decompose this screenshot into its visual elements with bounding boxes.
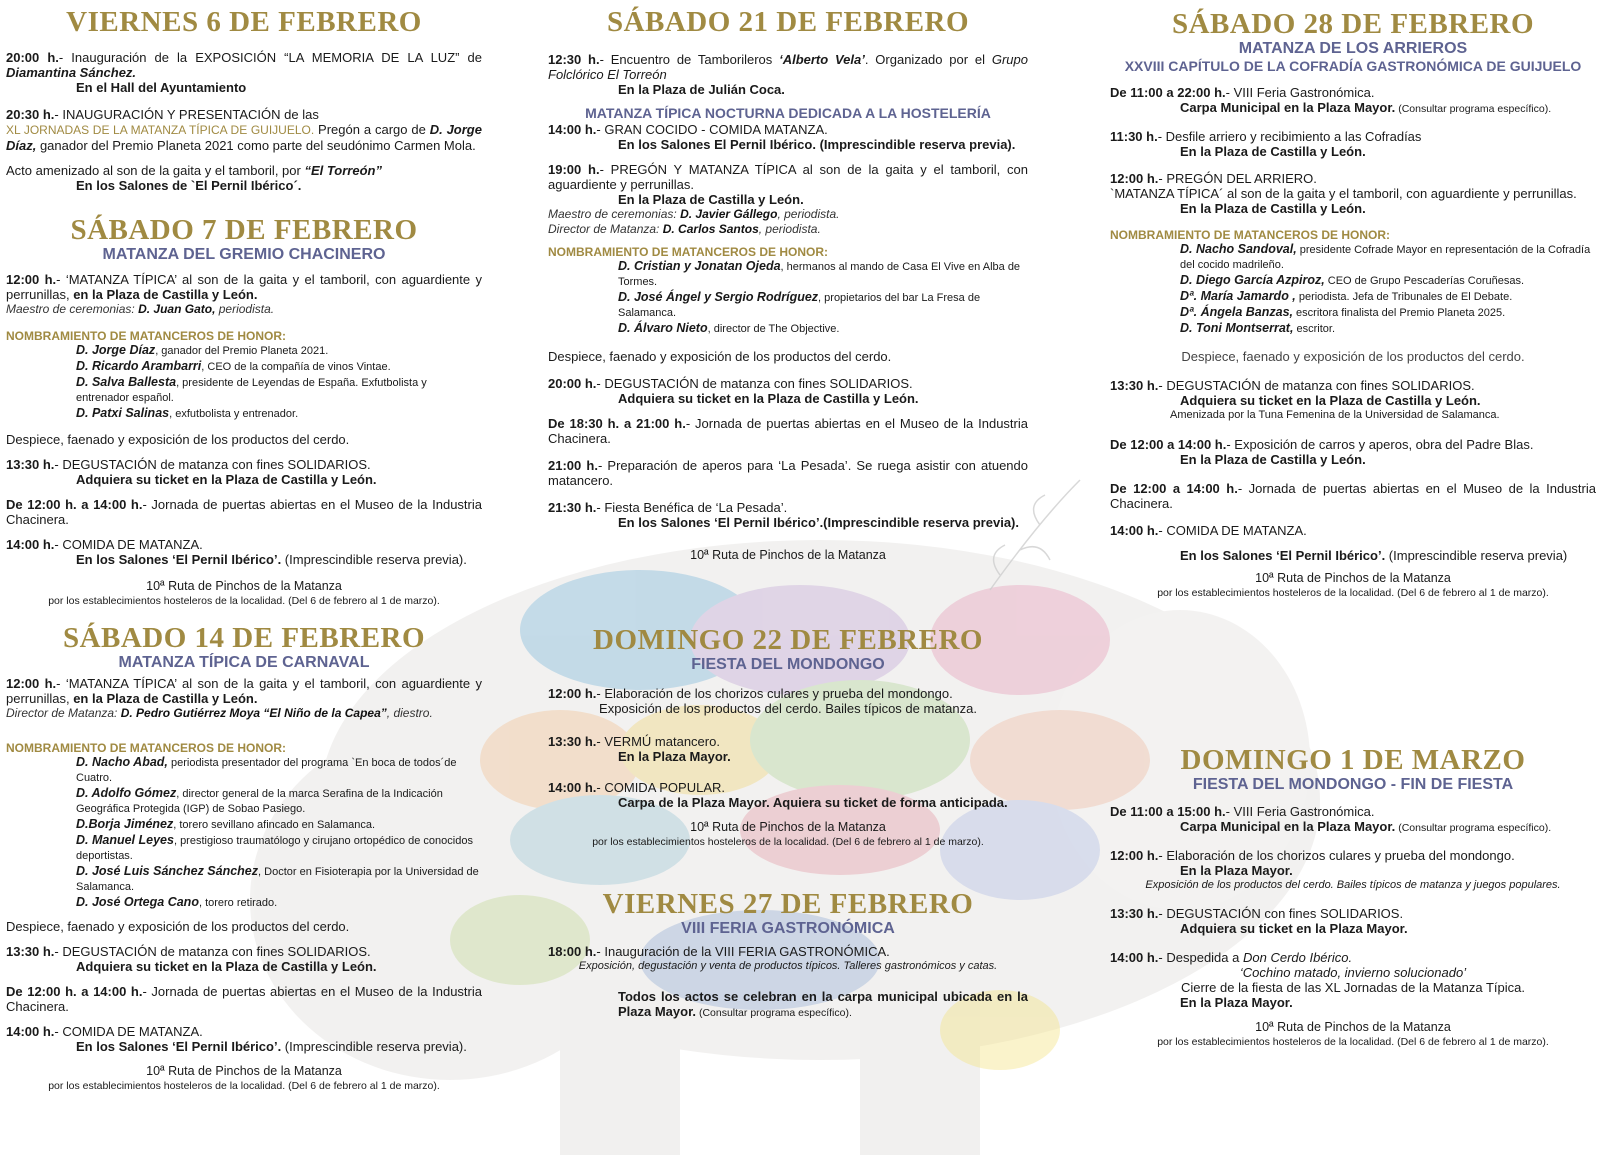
honor-heading: NOMBRAMIENTO DE MATANCEROS DE HONOR: bbox=[548, 245, 828, 259]
honor-name: D. Manuel Leyes bbox=[76, 833, 174, 847]
honor-name: Dª. Ángela Banzas, bbox=[1180, 305, 1293, 319]
honor-name: D. Nacho Sandoval, bbox=[1180, 242, 1297, 256]
ruta-pinchos: 10ª Ruta de Pinchos de la Matanza por los establecimientos hosteleros de la localidad. (Del 6 de febrero al 1 de marzo). bbox=[1157, 571, 1549, 599]
honor-role: , torero sevillano afincado en Salamanca. bbox=[173, 819, 376, 831]
honor-list bbox=[6, 755, 482, 911]
honor-role: , hermanos al mando de Casa El Vive en Alba de Tormes. bbox=[618, 261, 1021, 288]
day-subtitle: FIESTA DEL MONDONGO bbox=[691, 656, 885, 673]
honor-item bbox=[6, 895, 482, 911]
section-sabado-28: SÁBADO 28 DE FEBRERO MATANZA DE LOS ARRIEROS XXVIII CAPÍTULO DE LA COFRADÍA GASTRONÓMICA DE GUIJUELO De 11:00 a 22:00 h.- VIII Feria Gastronómica. Carpa Municipal en la Plaza Mayor. (Consultar programa específico). 11:30 h.- Desfile arriero y recibimiento a las Cofradías En la Plaza de Castilla y León. 12:00 h.- PREGÓN DEL ARRIERO. `MATANZA TÍPICA´ al son de la gaita y el tamboril, con aguardiente y perrunillas. En la Plaza de Castilla y León. NOMBRAMIENTO DE MATANCEROS DE HONOR: D. Nacho Sandoval, presidente Cofrade Mayor en representación de la Cofradía del cocido madrileño. D. Diego García Azpiroz, CEO de Grupo Pescaderías Coruñesas. Dª. María Jamardo , periodista. Jefa de Tribunales de El Debate. Dª. Ángela Banzas, escritora finalista del Premio Planeta 2025. D. Toni Montserrat, escritor. Despiece, faenado y exposición de los productos del cerdo. 13:30 h.- DEGUSTACIÓN de matanza con fines SOLIDARIOS. Adquiera su ticket en la Plaza de Castilla y León. Amenizada por la Tuna Femenina de la Universidad de Salamanca. De 12:00 a 14:00 h.- Exposición de carros y aperos, obra del Padre Blas. En la Plaza de Castilla y León. De 12:00 a 14:00 h.- Jornada de puertas abiertas en el Museo de la Industria Chacinera. 14:00 h.- COMIDA DE MATANZA. En los Salones ‘El Pernil Ibérico’. (Imprescindible reserva previa) 10ª Ruta de Pinchos de la Matanza por los establecimientos hosteleros de la localidad. (Del 6 de febrero al 1 de marzo). bbox=[1110, 8, 1596, 599]
honor-name: D. Jorge Díaz bbox=[76, 343, 156, 357]
honor-name: D. Salva Ballesta bbox=[76, 375, 177, 389]
honor-name: D. Cristian y Jonatan Ojeda bbox=[618, 259, 781, 273]
honor-role: escritora finalista del Premio Planeta 2025. bbox=[1293, 307, 1506, 319]
honor-name: D. Diego García Azpiroz, bbox=[1180, 273, 1325, 287]
honor-role: , director de The Objective. bbox=[707, 323, 840, 335]
honor-role: periodista presentador del programa `En boca de todos´de Cuatro. bbox=[76, 757, 457, 784]
section-sabado-21: SÁBADO 21 DE FEBRERO 12:30 h.- Encuentro de Tamborileros ‘Alberto Vela’. Organizado por el Grupo Folclórico El Torreón En la Plaza de Julián Coca. MATANZA TÍPICA NOCTURNA DEDICADA A LA HOSTELERÍA 14:00 h.- GRAN COCIDO - COMIDA MATANZA. En los Salones El Pernil Ibérico. (Imprescindible reserva previa). 19:00 h.- PREGÓN Y MATANZA TÍPICA al son de la gaita y el tamboril, con aguardiente y perrunillas. En la Plaza de Castilla y León. Maestro de ceremonias: D. Javier Gállego, periodista. Director de Matanza: D. Carlos Santos, periodista. NOMBRAMIENTO DE MATANCEROS DE HONOR: D. Cristian y Jonatan Ojeda, hermanos al mando de Casa El Vive en Alba de Tormes. D. José Ángel y Sergio Rodríguez, propietarios del bar La Fresa de Salamanca. D. Álvaro Nieto, director de The Objective. Despiece, faenado y exposición de los productos del cerdo. 20:00 h.- DEGUSTACIÓN de matanza con fines SOLIDARIOS. Adquiera su ticket en la Plaza de Castilla y León. De 18:30 h. a 21:00 h.- Jornada de puertas abiertas en el Museo de la Industria Chacinera. 21:00 h.- Preparación de aperos para ‘La Pesada’. Se ruega asistir con atuendo matancero. 21:30 h.- Fiesta Benéfica de ‘La Pesada’. En los Salones ‘El Pernil Ibérico’.(Imprescindible reserva previa). 10ª Ruta de Pinchos de la Matanza bbox=[548, 6, 1028, 562]
ruta-pinchos: 10ª Ruta de Pinchos de la Matanza por los establecimientos hosteleros de la localidad. (Del 6 de febrero al 1 de marzo). bbox=[592, 820, 984, 848]
honor-role: , Doctor en Fisioterapia por la Universidad de Salamanca. bbox=[76, 866, 479, 893]
event-place: En el Hall del Ayuntamiento bbox=[76, 80, 247, 95]
day-heading: SÁBADO 28 DE FEBRERO bbox=[1171, 8, 1535, 40]
ruta-pinchos: 10ª Ruta de Pinchos de la Matanza por los establecimientos hosteleros de la localidad. (Del 6 de febrero al 1 de marzo). bbox=[48, 579, 440, 607]
honor-name: D. José Ortega Cano bbox=[76, 895, 199, 909]
honor-item bbox=[6, 786, 482, 817]
honor-role: periodista. Jefa de Tribunales de El Debate. bbox=[1295, 291, 1513, 303]
honor-list bbox=[1110, 242, 1596, 337]
honor-name: Dª. María Jamardo , bbox=[1180, 289, 1296, 303]
honor-list bbox=[6, 343, 482, 422]
section-sabado-14: SÁBADO 14 DE FEBRERO MATANZA TÍPICA DE CARNAVAL 12:00 h.- ‘MATANZA TÍPICA’ al son de la gaita y el tamboril, con aguardiente y perrunillas, en la Plaza de Castilla y León. Director de Matanza: D. Pedro Gutiérrez Moya “El Niño de la Capea”, diestro. NOMBRAMIENTO DE MATANCEROS DE HONOR: D. Nacho Abad, periodista presentador del programa `En boca de todos´de Cuatro. D. Adolfo Gómez, director general de la marca Serafina de la Indicación Geográfica Protegida (IGP) de Sobao Pasiego. D.Borja Jiménez, torero sevillano afincado en Salamanca. D. Manuel Leyes, prestigioso traumatólogo y cirujano ortopédico de conocidos deportistas. D. José Luis Sánchez Sánchez, Doctor en Fisioterapia por la Universidad de Salamanca. D. José Ortega Cano, torero retirado. Despiece, faenado y exposición de los productos del cerdo. 13:30 h.- DEGUSTACIÓN de matanza con fines SOLIDARIOS. Adquiera su ticket en la Plaza de Castilla y León. De 12:00 h. a 14:00 h.- Jornada de puertas abiertas en el Museo de la Industria Chacinera. 14:00 h.- COMIDA DE MATANZA. En los Salones ‘El Pernil Ibérico’. (Imprescindible reserva previa). 10ª Ruta de Pinchos de la Matanza por los establecimientos hosteleros de la localidad. (Del 6 de febrero al 1 de marzo). bbox=[6, 622, 482, 1092]
day-subtitle: MATANZA TÍPICA NOCTURNA DEDICADA A LA HOSTELERÍA bbox=[585, 105, 991, 121]
ruta-pinchos: 10ª Ruta de Pinchos de la Matanza por los establecimientos hosteleros de la localidad. (Del 6 de febrero al 1 de marzo). bbox=[1157, 1020, 1549, 1048]
honor-item bbox=[6, 359, 482, 375]
day-heading: SÁBADO 7 DE FEBRERO bbox=[70, 214, 418, 246]
honor-role: , prestigioso traumatólogo y cirujano ortopédico de conocidos deportistas. bbox=[76, 835, 473, 862]
honor-name: D. Patxi Salinas bbox=[76, 406, 170, 420]
section-viernes-6: VIERNES 6 DE FEBRERO 20:00 h.- Inauguración de la EXPOSICIÓN “LA MEMORIA DE LA LUZ” de Diamantina Sánchez. En el Hall del Ayuntamiento 20:30 h.- INAUGURACIÓN Y PRESENTACIÓN de las XL JORNADAS DE LA MATANZA TÍPICA DE GUIJUELO. Pregón a cargo de D. Jorge Díaz, ganador del Premio Planeta 2021 como parte del seudónimo Carmen Mola. Acto amenizado al son de la gaita y el tamboril, por “El Torreón” En los Salones de `El Pernil Ibérico´. bbox=[6, 6, 482, 193]
day-heading: SÁBADO 14 DE FEBRERO bbox=[62, 622, 426, 654]
honor-item bbox=[6, 864, 482, 895]
honor-item bbox=[6, 755, 482, 786]
honor-name: D. José Luis Sánchez Sánchez bbox=[76, 864, 259, 878]
honor-role: , ganador del Premio Planeta 2021. bbox=[155, 345, 329, 357]
honor-name: D. Álvaro Nieto bbox=[618, 321, 708, 335]
day-heading: DOMINGO 22 DE FEBRERO bbox=[593, 624, 983, 656]
honor-role: CEO de Grupo Pescaderías Coruñesas. bbox=[1324, 275, 1525, 287]
honor-name: D. Ricardo Arambarri bbox=[76, 359, 202, 373]
honor-role: , presidente de Leyendas de España. Exfutbolista y entrenador español. bbox=[76, 377, 427, 404]
day-heading: DOMINGO 1 DE MARZO bbox=[1180, 744, 1526, 776]
day-subtitle-2: XXVIII CAPÍTULO DE LA COFRADÍA GASTRONÓMICA DE GUIJUELO bbox=[1124, 58, 1582, 74]
day-subtitle: FIESTA DEL MONDONGO - FIN DE FIESTA bbox=[1192, 776, 1514, 793]
honor-name: D. Toni Montserrat, bbox=[1180, 321, 1294, 335]
ruta-pinchos: 10ª Ruta de Pinchos de la Matanza por los establecimientos hosteleros de la localidad. (Del 6 de febrero al 1 de marzo). bbox=[48, 1064, 440, 1092]
day-subtitle: VIII FERIA GASTRONÓMICA bbox=[681, 920, 895, 937]
honor-item bbox=[6, 343, 482, 359]
honor-role: , CEO de la compañía de vinos Vintae. bbox=[201, 361, 391, 373]
honor-name: D.Borja Jiménez bbox=[76, 817, 174, 831]
day-subtitle: MATANZA DEL GREMIO CHACINERO bbox=[102, 246, 386, 263]
event-time: 20:30 h. bbox=[6, 107, 55, 122]
day-heading: VIERNES 6 DE FEBRERO bbox=[66, 6, 422, 38]
honor-name: D. José Ángel y Sergio Rodríguez bbox=[618, 290, 819, 304]
honor-item bbox=[1110, 321, 1596, 337]
honor-role: presidente Cofrade Mayor en representación de la Cofradía del cocido madrileño. bbox=[1180, 244, 1591, 271]
honor-item bbox=[548, 290, 1028, 321]
honor-item bbox=[6, 406, 482, 422]
honor-name: D. Nacho Abad, bbox=[76, 755, 168, 769]
day-heading: SÁBADO 21 DE FEBRERO bbox=[606, 6, 970, 38]
honor-item bbox=[1110, 242, 1596, 273]
honor-item bbox=[1110, 289, 1596, 305]
honor-name: D. Adolfo Gómez bbox=[76, 786, 177, 800]
honor-role: , director general de la marca Serafina de la Indicación Geográfica Protegida (IGP) de Sobao Pasiego. bbox=[76, 788, 443, 815]
honor-role: , torero retirado. bbox=[198, 897, 278, 909]
honor-heading: NOMBRAMIENTO DE MATANCEROS DE HONOR: bbox=[6, 329, 286, 343]
honor-item bbox=[548, 321, 1028, 337]
honor-role: , exfutbolista y entrenador. bbox=[169, 408, 299, 420]
day-subtitle: MATANZA TÍPICA DE CARNAVAL bbox=[118, 654, 370, 671]
honor-list bbox=[548, 259, 1028, 337]
section-domingo-22: DOMINGO 22 DE FEBRERO FIESTA DEL MONDONGO 12:00 h.- Elaboración de los chorizos culares y prueba del mondongo. Exposición de los productos del cerdo. Bailes típicos de matanza. 13:30 h.- VERMÚ matancero. En la Plaza Mayor. 14:00 h.- COMIDA POPULAR. Carpa de la Plaza Mayor. Aquiera su ticket de forma anticipada. 10ª Ruta de Pinchos de la Matanza por los establecimientos hosteleros de la localidad. (Del 6 de febrero al 1 de marzo). bbox=[548, 624, 1028, 850]
honor-role: , propietarios del bar La Fresa de Salamanca. bbox=[618, 292, 981, 319]
ruta-pinchos: 10ª Ruta de Pinchos de la Matanza bbox=[690, 548, 886, 562]
section-domingo-1: DOMINGO 1 DE MARZO FIESTA DEL MONDONGO - FIN DE FIESTA De 11:00 a 15:00 h.- VIII Feria Gastronómica. Carpa Municipal en la Plaza Mayor. (Consultar programa específico). 12:00 h.- Elaboración de los chorizos culares y prueba del mondongo. En la Plaza Mayor. Exposición de los productos del cerdo. Bailes típicos de matanza y juegos populares. 13:30 h.- DEGUSTACIÓN con fines SOLIDARIOS. Adquiera su ticket en la Plaza Mayor. 14:00 h.- Despedida a Don Cerdo Ibérico. ‘Cochino matado, invierno solucionado’ Cierre de la fiesta de las XL Jornadas de la Matanza Típica. En la Plaza Mayor. 10ª Ruta de Pinchos de la Matanza por los establecimientos hosteleros de la localidad. (Del 6 de febrero al 1 de marzo). bbox=[1110, 744, 1596, 1050]
section-viernes-27: VIERNES 27 DE FEBRERO VIII FERIA GASTRONÓMICA 18:00 h.- Inauguración de la VIII FERIA GASTRONÓMICA. Exposición, degustación y venta de productos típicos. Talleres gastronómicos y catas. Todos los actos se celebran en la carpa municipal ubicada en la Plaza Mayor. (Consultar programa específico). bbox=[548, 888, 1028, 1019]
honor-item bbox=[6, 375, 482, 406]
section-sabado-7: SÁBADO 7 DE FEBRERO MATANZA DEL GREMIO CHACINERO 12:00 h.- ‘MATANZA TÍPICA’ al son de la gaita y el tamboril, con aguardiente y perrunillas, en la Plaza de Castilla y León. Maestro de ceremonias: D. Juan Gato, periodista. NOMBRAMIENTO DE MATANCEROS DE HONOR: D. Jorge Díaz, ganador del Premio Planeta 2021. D. Ricardo Arambarri, CEO de la compañía de vinos Vintae. D. Salva Ballesta, presidente de Leyendas de España. Exfutbolista y entrenador español. D. Patxi Salinas, exfutbolista y entrenador. Despiece, faenado y exposición de los productos del cerdo. 13:30 h.- DEGUSTACIÓN de matanza con fines SOLIDARIOS. Adquiera su ticket en la Plaza de Castilla y León. De 12:00 h. a 14:00 h.- Jornada de puertas abiertas en el Museo de la Industria Chacinera. 14:00 h.- COMIDA DE MATANZA. En los Salones ‘El Pernil Ibérico’. (Imprescindible reserva previa). 10ª Ruta de Pinchos de la Matanza por los establecimientos hosteleros de la localidad. (Del 6 de febrero al 1 de marzo). bbox=[6, 214, 482, 607]
honor-item bbox=[548, 259, 1028, 290]
honor-item bbox=[6, 817, 482, 833]
event-time: 20:00 h. bbox=[6, 50, 59, 65]
event-place: En los Salones de `El Pernil Ibérico´. bbox=[76, 178, 302, 193]
honor-role: escritor. bbox=[1293, 323, 1336, 335]
honor-heading: NOMBRAMIENTO DE MATANCEROS DE HONOR: bbox=[1110, 228, 1390, 242]
honor-item bbox=[6, 833, 482, 864]
day-subtitle: MATANZA DE LOS ARRIEROS bbox=[1238, 40, 1468, 57]
honor-item bbox=[1110, 305, 1596, 321]
honor-heading: NOMBRAMIENTO DE MATANCEROS DE HONOR: bbox=[6, 741, 286, 755]
honor-item bbox=[1110, 273, 1596, 289]
day-heading: VIERNES 27 DE FEBRERO bbox=[602, 888, 974, 920]
